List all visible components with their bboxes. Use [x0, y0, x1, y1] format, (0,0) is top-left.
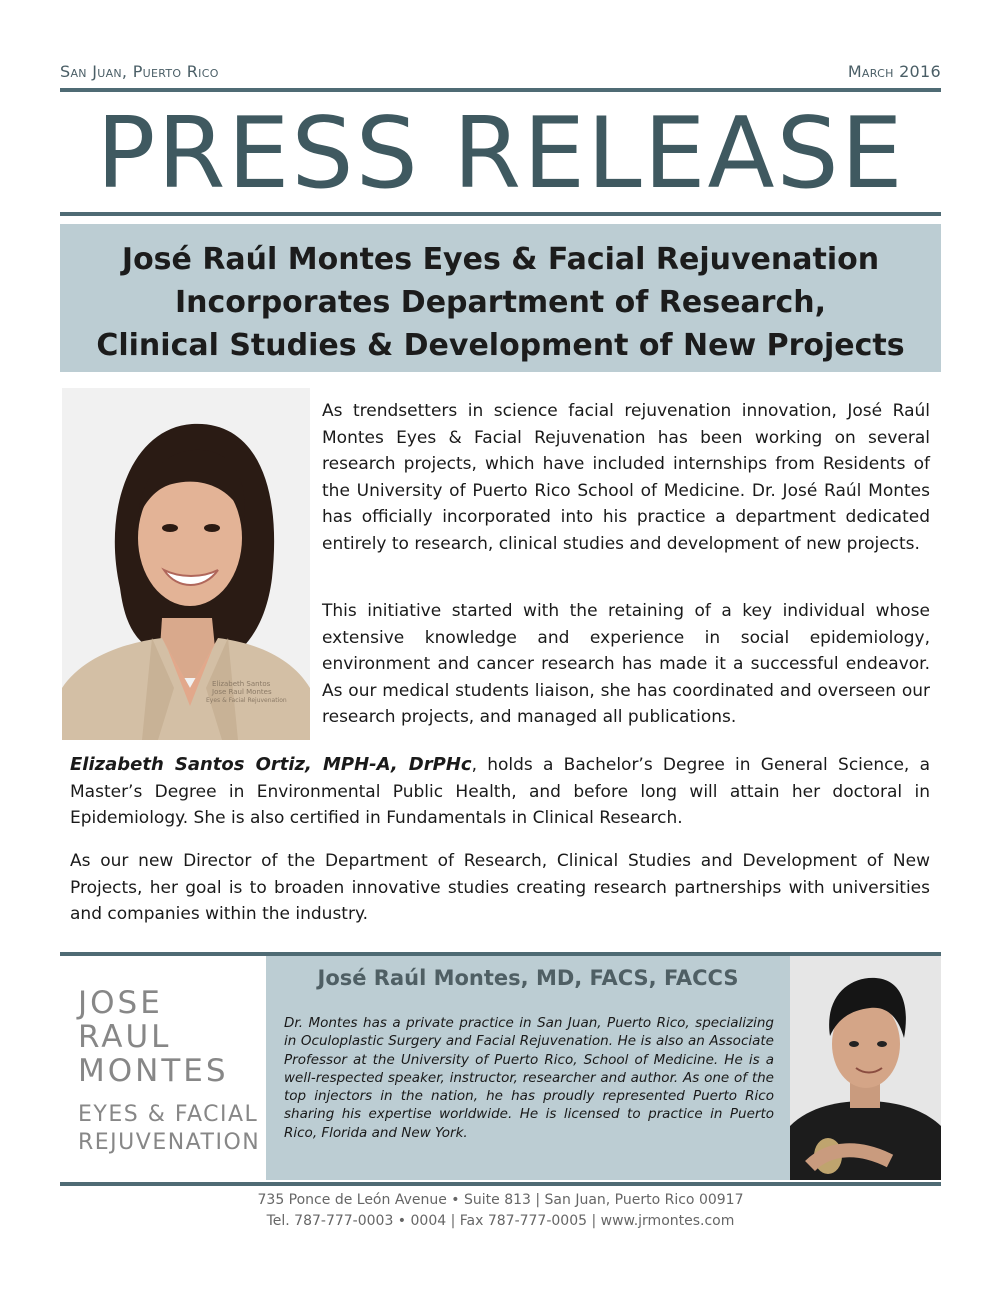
portrait-illustration: [62, 388, 310, 740]
bio-panel: [266, 956, 790, 1180]
elizabeth-name: Elizabeth Santos Ortiz, MPH-A, DrPHc: [70, 754, 472, 775]
address-line: 735 Ponce de León Avenue • Suite 813 | San Juan, Puerto Rico 00917: [257, 1192, 744, 1208]
logo-line-4: EYES & FACIAL: [78, 1102, 259, 1127]
location-text: San Juan, Puerto Rico: [60, 62, 219, 81]
date-text: March 2016: [847, 62, 941, 81]
logo-line-5: REJUVENATION: [78, 1130, 261, 1155]
svg-text:Eyes & Facial Rejuvenation: Eyes & Facial Rejuvenation: [206, 697, 287, 704]
svg-text:Elizabeth Santos: Elizabeth Santos: [212, 680, 271, 688]
body-paragraph-3: [70, 752, 930, 832]
page-title: PRESS RELEASE: [96, 97, 905, 211]
logo-line-3: MONTES: [78, 1053, 229, 1089]
body-paragraph-2: This initiative started with the retaining of a key individual whose extensive knowledge and experience in social epidemiology, environment and cancer research has made it a successful endeavor. As our medical students liaison, she has coordinated and overseen our research projects, and managed all publications.: [322, 601, 930, 727]
top-rule: [60, 88, 941, 92]
jrm-logo: [60, 956, 266, 1180]
footer-bottom-rule: [60, 1182, 941, 1186]
logo-line-1: JOSE: [78, 985, 163, 1021]
headline-line-2: Incorporates Department of Research,: [174, 285, 826, 320]
jose-raul-montes-photo: [790, 956, 941, 1180]
headline-banner: [60, 224, 941, 372]
bio-text: Dr. Montes has a private practice in San Juan, Puerto Rico, specializing in Oculoplastic Surgery and Facial Rejuvenation. He is also an Associate Professor at the University of Puerto Rico, School of Medicine. He is a well-respected speaker, instructor, researcher and author. As one of the top injectors in the nation, he has proudly represented Puerto Rico sharing his expertise worldwide. He is licensed to practice in Puerto Rico, Florida and New York.: [284, 1015, 774, 1141]
headline: [60, 238, 941, 367]
phone-line: Tel. 787-777-0003 • 0004 | Fax 787-777-0005 | www.jrmontes.com: [266, 1213, 735, 1229]
logo-line-2: RAUL: [78, 1019, 172, 1055]
headline-line-3: Clinical Studies & Development of New Projects: [96, 328, 905, 363]
elizabeth-santos-photo: [62, 388, 310, 740]
body-paragraph-1: As trendsetters in science facial rejuvenation innovation, José Raúl Montes Eyes & Facial Rejuvenation has been working on several research projects, which have included internships from Residents of the University of Puerto Rico School of Medicine. Dr. José Raúl Montes has officially incorporated into his practice a department dedicated entirely to research, clinical studies and development of new projects.: [322, 401, 930, 554]
dateline: [60, 60, 941, 86]
svg-text:Jose Raul Montes: Jose Raul Montes: [212, 688, 272, 696]
montes-portrait-illustration: [790, 956, 941, 1180]
elizabeth-credentials: , holds a Bachelor’s Degree in General Science, a Master’s Degree in Environmental Public Health, and before long will attain her doctoral in Epidemiology. She is also certified in Fundamentals in Clinical Research.: [70, 755, 930, 828]
body-paragraph-4: As our new Director of the Department of Research, Clinical Studies and Development of New Projects, her goal is to broaden innovative studies creating research partnerships with universities and companies within the industry.: [70, 851, 930, 924]
bio-title: José Raúl Montes, MD, FACS, FACCS: [317, 966, 739, 990]
headline-line-1: José Raúl Montes Eyes & Facial Rejuvenation: [121, 242, 880, 277]
title-rule: [60, 212, 941, 216]
